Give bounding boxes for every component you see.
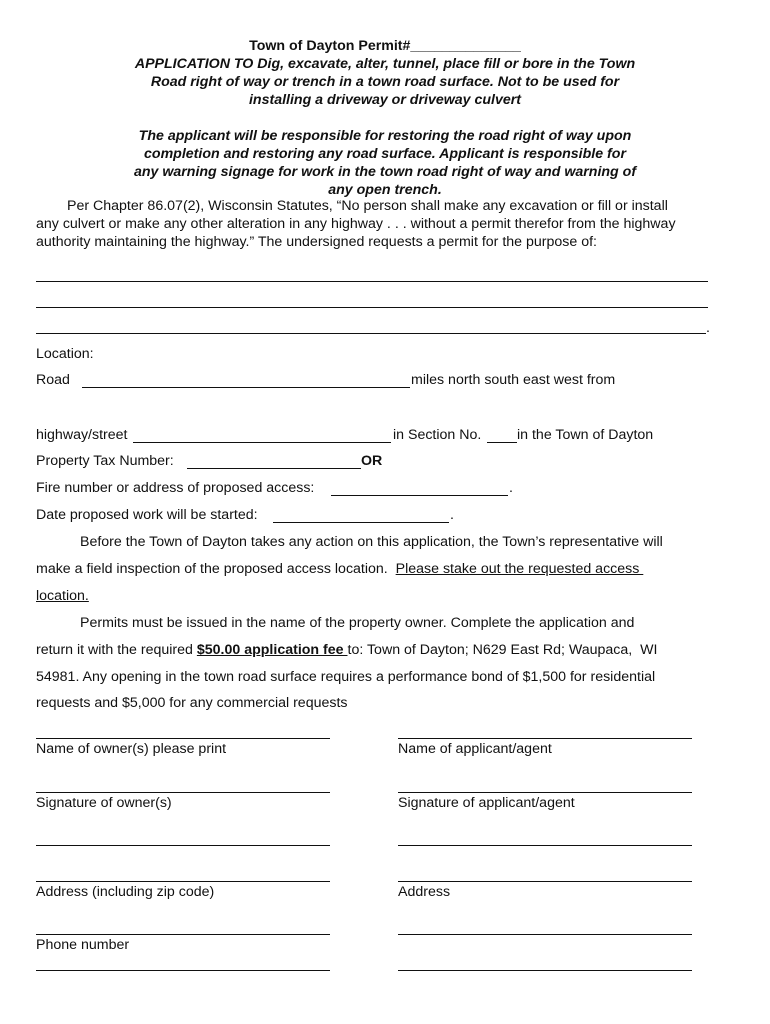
- or-label: OR: [361, 453, 383, 469]
- applicant-address-field[interactable]: [398, 881, 692, 882]
- form-subtitle-3: installing a driveway or driveway culvert: [248, 92, 522, 108]
- fire-number-period: .: [509, 480, 513, 496]
- start-date-period: .: [450, 507, 454, 523]
- road-field[interactable]: [82, 387, 410, 388]
- statute-text-3: authority maintaining the highway.” The undersigned requests a permit for the purpose of:: [36, 234, 597, 250]
- start-date-label: Date proposed work will be started:: [36, 507, 258, 523]
- responsibility-notice-2: completion and restoring any road surface. Applicant is responsible for: [144, 146, 626, 162]
- town-text: in the Town of Dayton: [517, 427, 654, 443]
- fee-text-2: [36, 642, 657, 658]
- statute-text-1: Per Chapter 86.07(2), Wisconsin Statutes, “No person shall make any excavation or fill or install: [67, 198, 668, 214]
- fee-text-4: requests and $5,000 for any commercial requests: [36, 695, 348, 711]
- road-label: Road: [36, 372, 70, 388]
- fee-suffix: to: Town of Dayton; N629 East Rd; Waupaca, WI: [347, 642, 658, 658]
- owner-name-label: Name of owner(s) please print: [36, 741, 227, 757]
- fire-number-label: Fire number or address of proposed access:: [36, 480, 315, 496]
- form-subtitle-1: APPLICATION TO Dig, excavate, alter, tunnel, place fill or bore in the Town: [134, 56, 636, 72]
- highway-street-label: highway/street: [36, 427, 128, 443]
- start-date-field[interactable]: [273, 522, 449, 523]
- phone-field[interactable]: [36, 970, 330, 971]
- owner-address-line-2[interactable]: [36, 934, 330, 935]
- stake-out-instruction: Please stake out the requested access: [395, 561, 644, 577]
- inspection-plain: make a field inspection of the proposed access location.: [36, 561, 396, 577]
- responsibility-notice-3: any warning signage for work in the town road right of way and warning of: [133, 164, 637, 180]
- applicant-address-label: Address: [398, 884, 451, 900]
- inspection-text-1: Before the Town of Dayton takes any action on this application, the Town’s representative will: [80, 534, 663, 550]
- inspection-text-2: [36, 561, 643, 577]
- miles-direction-text: miles north south east west from: [411, 372, 616, 388]
- page-title: Town of Dayton Permit#______________: [249, 38, 521, 54]
- applicant-blank-field[interactable]: [398, 845, 692, 846]
- applicant-signature-field[interactable]: [398, 792, 692, 793]
- owner-address-label: Address (including zip code): [36, 884, 215, 900]
- applicant-address-line-2[interactable]: [398, 934, 692, 935]
- phone-label: Phone number: [36, 937, 130, 953]
- owner-address-field[interactable]: [36, 881, 330, 882]
- owner-name-field[interactable]: [36, 738, 330, 739]
- purpose-field-3[interactable]: [36, 333, 706, 334]
- purpose-period: .: [706, 320, 710, 336]
- stake-out-instruction-end: location.: [36, 588, 89, 604]
- section-label: in Section No.: [393, 427, 482, 443]
- applicant-signature-label: Signature of applicant/agent: [398, 795, 575, 811]
- form-subtitle-2: Road right of way or trench in a town road surface. Not to be used for: [150, 74, 620, 90]
- fire-number-field[interactable]: [331, 495, 508, 496]
- highway-street-field[interactable]: [133, 442, 391, 443]
- purpose-field-1[interactable]: [36, 281, 708, 282]
- property-tax-field[interactable]: [187, 468, 361, 469]
- statute-text-2: any culvert or make any other alteration in any highway . . . without a permit therefor from the highway: [36, 216, 676, 232]
- fee-text-3: 54981. Any opening in the town road surface requires a performance bond of $1,500 for residential: [36, 669, 656, 685]
- applicant-name-field[interactable]: [398, 738, 692, 739]
- property-tax-label: Property Tax Number:: [36, 453, 174, 469]
- purpose-field-2[interactable]: [36, 307, 708, 308]
- applicant-phone-field[interactable]: [398, 970, 692, 971]
- applicant-name-label: Name of applicant/agent: [398, 741, 552, 757]
- application-fee: $50.00 application fee: [196, 642, 348, 658]
- fee-text-1: Permits must be issued in the name of the property owner. Complete the application and: [80, 615, 635, 631]
- location-label: Location:: [36, 346, 94, 362]
- responsibility-notice-4: any open trench.: [328, 182, 442, 198]
- section-number-field[interactable]: [487, 442, 517, 443]
- owner-blank-field[interactable]: [36, 845, 330, 846]
- owner-signature-field[interactable]: [36, 792, 330, 793]
- owner-signature-label: Signature of owner(s): [36, 795, 172, 811]
- fee-prefix: return it with the required: [36, 642, 197, 658]
- responsibility-notice-1: The applicant will be responsible for restoring the road right of way upon: [138, 128, 632, 144]
